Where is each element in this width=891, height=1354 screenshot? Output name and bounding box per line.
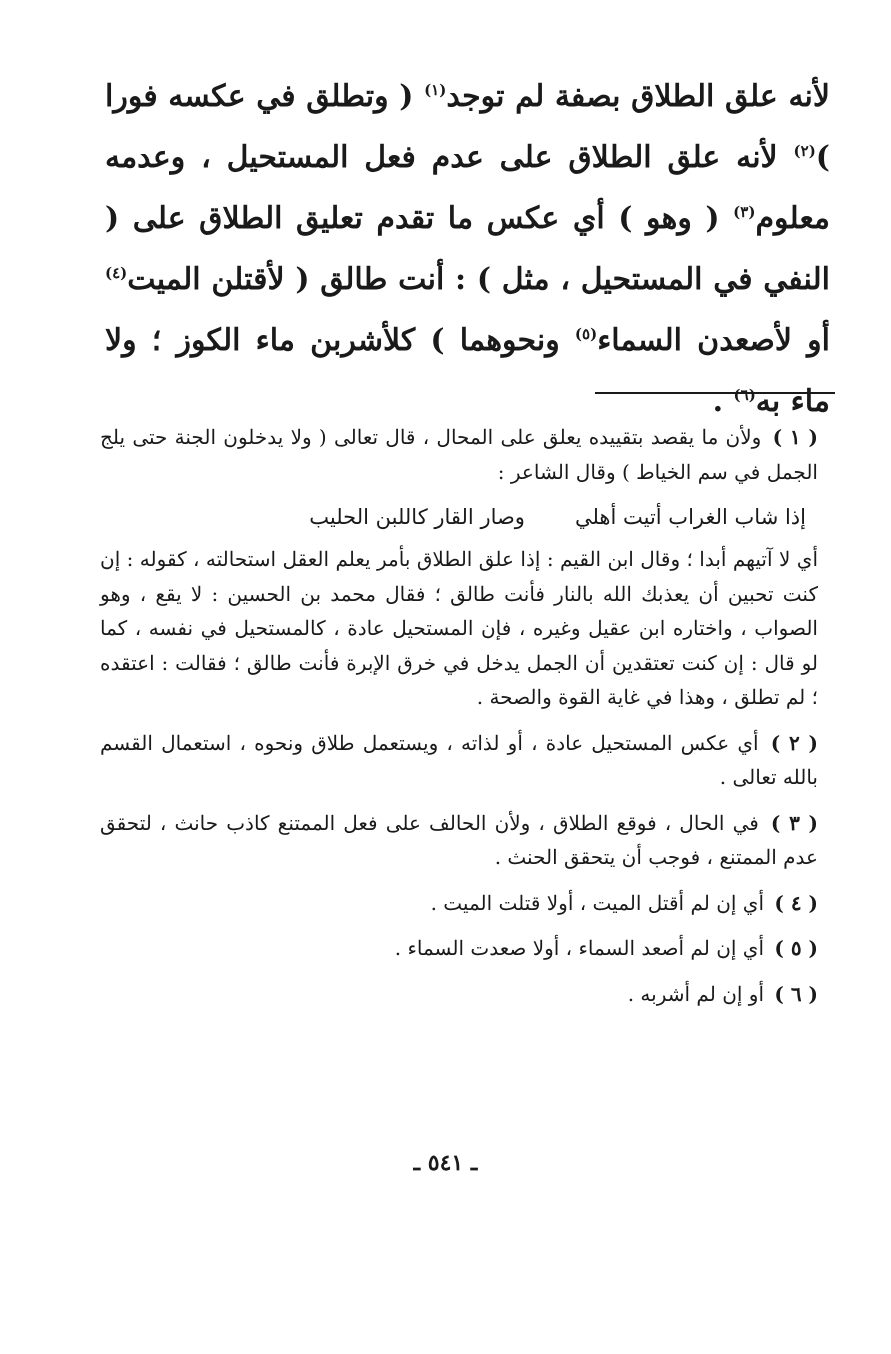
footnote-ref-3: (٣)	[733, 203, 756, 221]
main-paragraph	[105, 66, 830, 432]
footnote-3	[100, 806, 818, 875]
footnote-text: أو إن لم أشربه .	[627, 981, 765, 1006]
main-text-segment: أو لأصعدن السماء	[597, 323, 831, 358]
footnote-5	[100, 931, 818, 966]
footnote-ref-6: (٦)	[733, 386, 756, 404]
footnote-number: ( ٦ )	[774, 981, 818, 1006]
footnote-6	[100, 977, 818, 1012]
poem-verse	[100, 500, 806, 534]
footnote-number: ( ٤ )	[774, 890, 818, 915]
main-text-segment: ( وهو ) أي عكس ما تقدم تعليق الطلاق على ( النفي في المستحيل ، مثل ) : أنت طالق ( لأقتلن الميت	[105, 201, 830, 297]
footnote-ref-2: (٢)	[793, 142, 816, 160]
poem-hemistich-second: وصار القار كاللبن الحليب	[309, 505, 525, 529]
main-text-segment: ونحوهما ) كلأشربن ماء الكوز ؛ ولا ماء به	[105, 323, 830, 419]
main-text-segment: .	[712, 384, 724, 419]
page-number: ـ ٥٤١ ـ	[413, 1150, 478, 1176]
footnote-text: ولأن ما يقصد بتقييده يعلق على المحال ، قال تعالى ( ولا يدخلون الجنة حتى يلج الجمل في سم الخياط ) وقال الشاعر :	[100, 425, 818, 484]
footnote-number: ( ١ )	[772, 425, 818, 449]
footnote-text: أي إن لم أصعد السماء ، أولا صعدت السماء .	[394, 936, 765, 960]
main-text-segment: ( وتطلق في عكسه فورا )	[105, 79, 830, 175]
footnote-text: أي عكس المستحيل عادة ، أو لذاته ، ويستعمل طلاق ونحوه ، استعمال القسم بالله تعالى .	[100, 730, 818, 789]
footnote-separator-rule	[595, 392, 835, 394]
footnote-4	[100, 886, 818, 921]
footnote-number: ( ٢ )	[770, 730, 818, 755]
footnote-ref-5: (٥)	[574, 325, 598, 343]
footnote-2	[100, 726, 818, 795]
main-text-segment: لأنه علق الطلاق بصفة لم توجد	[446, 79, 830, 114]
footnote-ref-1: (١)	[424, 81, 447, 99]
poem-hemistich-first: إذا شاب الغراب أتيت أهلي	[574, 505, 806, 529]
main-text-segment: لأنه علق الطلاق على عدم فعل المستحيل ، وعدمه معلوم	[105, 140, 830, 236]
footnote-number: ( ٥ )	[774, 936, 818, 960]
footnote-number: ( ٣ )	[770, 810, 818, 835]
footnote-text: أي إن لم أقتل الميت ، أولا قتلت الميت .	[430, 890, 765, 915]
footnote-1-continuation: أي لا آتيهم أبدا ؛ وقال ابن القيم : إذا علق الطلاق بأمر يعلم العقل استحالته ، كقوله : إن كنت تحبين أن يعذبك الله بالنار فأنت طالق ؛ فقال محمد بن الحسين : لا يقع ، وهو الصواب ، واختاره ابن عقيل وغيره ، فإن المستحيل عادة ، كالمستحيل في نفسه ، كما لو قال : إن كنت تعتقدين أن الجمل يدخل في خرق الإبرة فأنت طالق ؛ فقالت : اعتقده ؛ لم تطلق ، وهذا في غاية القوة والصحة .	[100, 547, 818, 709]
footnote-1	[100, 420, 818, 489]
footnotes-section	[100, 420, 818, 1022]
main-text-block	[105, 66, 830, 432]
footnote-ref-4: (٤)	[105, 264, 128, 282]
footnote-text: في الحال ، فوقع الطلاق ، ولأن الحالف على فعل الممتنع كاذب حانث ، لتحقق عدم الممتنع ، فوجب أن يتحقق الحنث .	[100, 810, 818, 869]
